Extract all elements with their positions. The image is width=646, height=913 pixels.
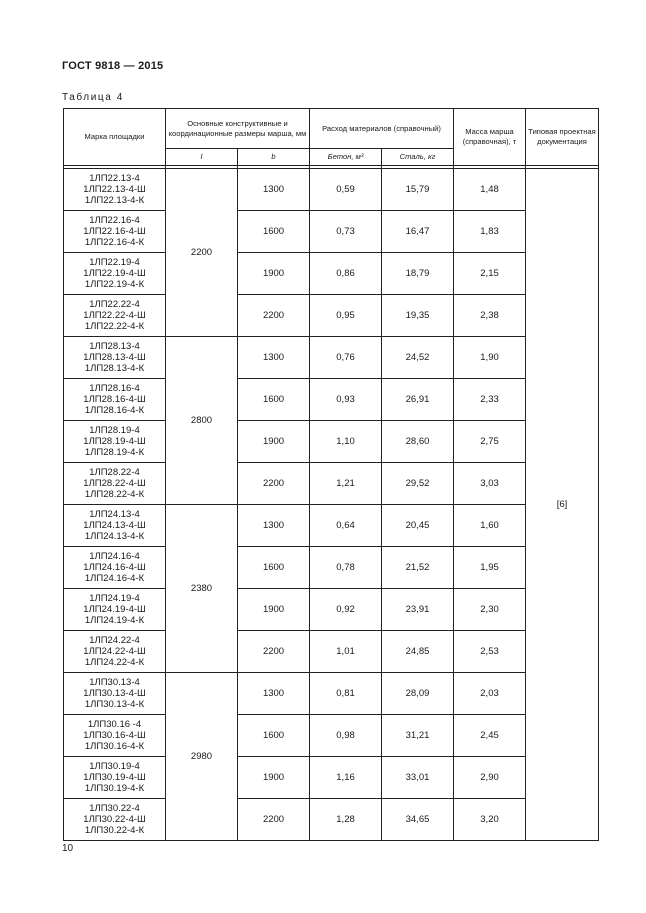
- width-cell: 1300: [238, 169, 310, 211]
- mark-label: 1ЛП22.22-4-Ш: [83, 310, 146, 321]
- document-header: ГОСТ 9818 — 2015: [62, 60, 164, 72]
- steel-cell: 23,91: [382, 589, 454, 631]
- mass-cell: 1,83: [454, 211, 526, 253]
- mark-label: 1ЛП28.22-4-Ш: [83, 478, 146, 489]
- mark-label: 1ЛП30.19-4-К: [84, 783, 145, 794]
- mark-cell: [64, 169, 166, 211]
- mass-cell: 1,90: [454, 337, 526, 379]
- mark-label: 1ЛП28.19-4-К: [84, 447, 145, 458]
- steel-cell: 33,01: [382, 757, 454, 799]
- mark-label: 1ЛП22.19-4: [89, 257, 140, 268]
- table-row: [64, 379, 599, 421]
- mark-label: 1ЛП24.19-4-К: [84, 615, 145, 626]
- table-row: [64, 631, 599, 673]
- length-cell: 2200: [166, 169, 238, 337]
- table-row: [64, 673, 599, 715]
- width-cell: 1300: [238, 337, 310, 379]
- mark-label: 1ЛП22.13-4: [89, 173, 140, 184]
- mark-label: 1ЛП28.22-4: [89, 467, 140, 478]
- mark-label: 1ЛП30.13-4-К: [84, 699, 145, 710]
- mark-label: 1ЛП24.16-4-К: [84, 573, 145, 584]
- width-cell: 1600: [238, 211, 310, 253]
- mark-cell: [64, 379, 166, 421]
- steel-cell: 24,52: [382, 337, 454, 379]
- concrete-cell: 0,73: [310, 211, 382, 253]
- mark-label: 1ЛП22.16-4-К: [84, 237, 145, 248]
- steel-cell: 20,45: [382, 505, 454, 547]
- table-row: [64, 169, 599, 211]
- table-row: [64, 211, 599, 253]
- concrete-cell: 0,78: [310, 547, 382, 589]
- steel-cell: 24,85: [382, 631, 454, 673]
- mark-cell: [64, 253, 166, 295]
- mark-label: 1ЛП30.22-4-К: [84, 825, 145, 836]
- concrete-cell: 1,28: [310, 799, 382, 841]
- table-row: [64, 463, 599, 505]
- mass-cell: 2,15: [454, 253, 526, 295]
- steel-cell: 28,09: [382, 673, 454, 715]
- concrete-cell: 0,81: [310, 673, 382, 715]
- mark-label: 1ЛП22.13-4-Ш: [83, 184, 146, 195]
- mark-label: 1ЛП30.16-4-Ш: [83, 730, 146, 741]
- width-cell: 2200: [238, 295, 310, 337]
- width-cell: 2200: [238, 799, 310, 841]
- concrete-cell: 0,86: [310, 253, 382, 295]
- width-cell: 1300: [238, 505, 310, 547]
- mark-label: 1ЛП24.22-4: [89, 635, 140, 646]
- docs-cell: [6]: [526, 169, 599, 841]
- table-body: [64, 166, 599, 841]
- table-row: [64, 799, 599, 841]
- mark-label: 1ЛП30.22-4: [89, 803, 140, 814]
- mark-label: 1ЛП30.19-4: [89, 761, 140, 772]
- mass-cell: 2,38: [454, 295, 526, 337]
- mark-label: 1ЛП24.16-4-Ш: [83, 562, 146, 573]
- concrete-cell: 1,16: [310, 757, 382, 799]
- width-cell: 2200: [238, 631, 310, 673]
- header-docs: Типовая проектная документация: [526, 109, 599, 166]
- mark-label: 1ЛП24.16-4: [89, 551, 140, 562]
- length-cell: 2800: [166, 337, 238, 505]
- mark-label: 1ЛП24.13-4: [89, 509, 140, 520]
- concrete-cell: 0,98: [310, 715, 382, 757]
- mark-label: 1ЛП30.16-4-К: [84, 741, 145, 752]
- specification-table: [63, 108, 599, 841]
- mark-label: 1ЛП30.13-4: [89, 677, 140, 688]
- mark-label: 1ЛП24.13-4-Ш: [83, 520, 146, 531]
- mark-label: 1ЛП28.16-4-К: [84, 405, 145, 416]
- mark-label: 1ЛП24.19-4-Ш: [83, 604, 146, 615]
- concrete-cell: 0,95: [310, 295, 382, 337]
- table-row: [64, 589, 599, 631]
- header-mark: Марка площадки: [64, 109, 166, 166]
- mark-cell: [64, 421, 166, 463]
- mark-label: 1ЛП28.16-4-Ш: [83, 394, 146, 405]
- mark-cell: [64, 757, 166, 799]
- mark-label: 1ЛП28.22-4-К: [84, 489, 145, 500]
- length-cell: 2380: [166, 505, 238, 673]
- steel-cell: 18,79: [382, 253, 454, 295]
- table-row: [64, 505, 599, 547]
- mark-label: 1ЛП24.22-4-К: [84, 657, 145, 668]
- mass-cell: 1,48: [454, 169, 526, 211]
- concrete-cell: 0,93: [310, 379, 382, 421]
- length-cell: 2980: [166, 673, 238, 841]
- width-cell: 1900: [238, 757, 310, 799]
- mass-cell: 1,95: [454, 547, 526, 589]
- mass-cell: 2,90: [454, 757, 526, 799]
- mark-label: 1ЛП22.16-4-Ш: [83, 226, 146, 237]
- mark-cell: [64, 295, 166, 337]
- mark-label: 1ЛП22.22-4-К: [84, 321, 145, 332]
- mark-label: 1ЛП30.22-4-Ш: [83, 814, 146, 825]
- concrete-cell: 1,21: [310, 463, 382, 505]
- mark-label: 1ЛП22.19-4-Ш: [83, 268, 146, 279]
- table-row: [64, 253, 599, 295]
- table-row: [64, 337, 599, 379]
- mark-cell: [64, 589, 166, 631]
- mass-cell: 1,60: [454, 505, 526, 547]
- mark-label: 1ЛП30.13-4-Ш: [83, 688, 146, 699]
- mass-cell: 2,53: [454, 631, 526, 673]
- steel-cell: 16,47: [382, 211, 454, 253]
- header-dimensions: Основные конструктивные и координационные размеры марша, мм: [166, 109, 310, 149]
- concrete-cell: 0,59: [310, 169, 382, 211]
- mass-cell: 2,45: [454, 715, 526, 757]
- header-concrete: Бетон, м³: [310, 149, 382, 166]
- mark-label: 1ЛП22.13-4-К: [84, 195, 145, 206]
- mark-cell: [64, 463, 166, 505]
- steel-cell: 31,21: [382, 715, 454, 757]
- concrete-cell: 1,01: [310, 631, 382, 673]
- mark-label: 1ЛП28.13-4-К: [84, 363, 145, 374]
- header-mass: Масса марша (справочная), т: [454, 109, 526, 166]
- mark-label: 1ЛП28.13-4: [89, 341, 140, 352]
- table-row: [64, 757, 599, 799]
- mark-label: 1ЛП22.19-4-К: [84, 279, 145, 290]
- table-row: [64, 547, 599, 589]
- table-row: [64, 295, 599, 337]
- mass-cell: 3,20: [454, 799, 526, 841]
- steel-cell: 34,65: [382, 799, 454, 841]
- mass-cell: 2,03: [454, 673, 526, 715]
- table-row: [64, 715, 599, 757]
- mass-cell: 3,03: [454, 463, 526, 505]
- mark-label: 1ЛП24.19-4: [89, 593, 140, 604]
- header-steel: Сталь, кг: [382, 149, 454, 166]
- width-cell: 1600: [238, 547, 310, 589]
- concrete-cell: 0,64: [310, 505, 382, 547]
- mass-cell: 2,75: [454, 421, 526, 463]
- mark-label: 1ЛП28.16-4: [89, 383, 140, 394]
- table-row: [64, 421, 599, 463]
- mark-label: 1ЛП22.22-4: [89, 299, 140, 310]
- mark-cell: [64, 505, 166, 547]
- concrete-cell: 0,76: [310, 337, 382, 379]
- width-cell: 2200: [238, 463, 310, 505]
- page-number: 10: [62, 843, 74, 854]
- steel-cell: 28,60: [382, 421, 454, 463]
- mark-label: 1ЛП22.16-4: [89, 215, 140, 226]
- concrete-cell: 1,10: [310, 421, 382, 463]
- width-cell: 1300: [238, 673, 310, 715]
- steel-cell: 15,79: [382, 169, 454, 211]
- mark-label: 1ЛП28.19-4-Ш: [83, 436, 146, 447]
- mark-cell: [64, 715, 166, 757]
- table-caption: Таблица 4: [62, 92, 124, 103]
- mark-cell: [64, 673, 166, 715]
- mass-cell: 2,33: [454, 379, 526, 421]
- mark-cell: [64, 337, 166, 379]
- concrete-cell: 0,92: [310, 589, 382, 631]
- steel-cell: 19,35: [382, 295, 454, 337]
- mass-cell: 2,30: [454, 589, 526, 631]
- mark-label: 1ЛП30.16 -4: [87, 719, 142, 730]
- mark-label: 1ЛП30.19-4-Ш: [83, 772, 146, 783]
- steel-cell: 26,91: [382, 379, 454, 421]
- header-l: l: [166, 149, 238, 166]
- width-cell: 1900: [238, 421, 310, 463]
- header-materials: Расход материалов (справочный): [310, 109, 454, 149]
- mark-cell: [64, 211, 166, 253]
- header-b: b: [238, 149, 310, 166]
- steel-cell: 29,52: [382, 463, 454, 505]
- width-cell: 1900: [238, 589, 310, 631]
- mark-cell: [64, 547, 166, 589]
- mark-label: 1ЛП24.13-4-К: [84, 531, 145, 542]
- mark-cell: [64, 631, 166, 673]
- steel-cell: 21,52: [382, 547, 454, 589]
- width-cell: 1600: [238, 379, 310, 421]
- width-cell: 1900: [238, 253, 310, 295]
- mark-label: 1ЛП24.22-4-Ш: [83, 646, 146, 657]
- width-cell: 1600: [238, 715, 310, 757]
- mark-label: 1ЛП28.19-4: [89, 425, 140, 436]
- mark-label: 1ЛП28.13-4-Ш: [83, 352, 146, 363]
- mark-cell: [64, 799, 166, 841]
